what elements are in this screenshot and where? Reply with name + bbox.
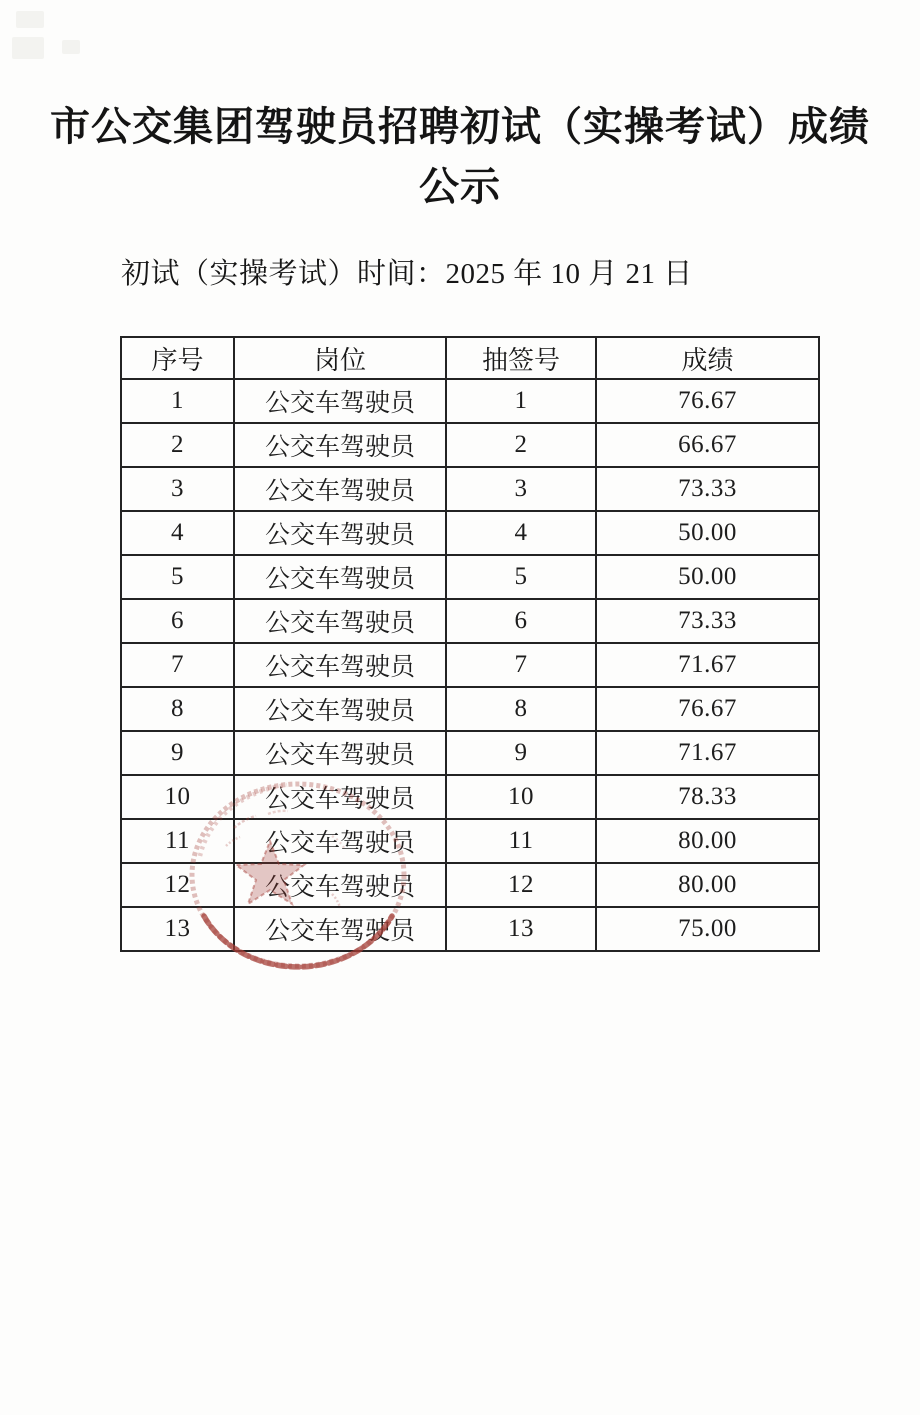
cell-serial: 12 [121, 863, 234, 907]
cell-serial: 8 [121, 687, 234, 731]
scan-artifact [12, 37, 44, 59]
table-row [121, 643, 819, 687]
title-line-1: 市公交集团驾驶员招聘初试（实操考试）成绩 [50, 105, 870, 149]
cell-draw-number: 11 [446, 819, 596, 863]
title-line-2: 公示 [419, 165, 501, 209]
cell-position: 公交车驾驶员 [234, 467, 446, 511]
cell-score: 76.67 [596, 687, 819, 731]
table-row [121, 687, 819, 731]
score-table-body [121, 379, 819, 951]
cell-score: 50.00 [596, 555, 819, 599]
page-title [0, 0, 920, 217]
cell-score: 71.67 [596, 643, 819, 687]
cell-draw-number: 12 [446, 863, 596, 907]
cell-position: 公交车驾驶员 [234, 731, 446, 775]
score-table-section [120, 336, 818, 952]
table-row [121, 599, 819, 643]
cell-draw-number: 9 [446, 731, 596, 775]
cell-position: 公交车驾驶员 [234, 511, 446, 555]
cell-draw-number: 5 [446, 555, 596, 599]
cell-position: 公交车驾驶员 [234, 555, 446, 599]
cell-position: 公交车驾驶员 [234, 775, 446, 819]
table-row [121, 555, 819, 599]
cell-position: 公交车驾驶员 [234, 423, 446, 467]
scan-artifact [62, 40, 80, 54]
cell-score: 73.33 [596, 467, 819, 511]
score-table [120, 336, 820, 952]
table-row [121, 423, 819, 467]
cell-score: 71.67 [596, 731, 819, 775]
table-row [121, 511, 819, 555]
cell-score: 75.00 [596, 907, 819, 951]
col-header-score: 成绩 [596, 337, 819, 379]
cell-position: 公交车驾驶员 [234, 863, 446, 907]
cell-position: 公交车驾驶员 [234, 643, 446, 687]
cell-serial: 9 [121, 731, 234, 775]
cell-position: 公交车驾驶员 [234, 687, 446, 731]
exam-date-line: 初试（实操考试）时间：2025 年 10 月 21 日 [121, 258, 693, 290]
cell-score: 66.67 [596, 423, 819, 467]
table-row [121, 863, 819, 907]
table-row [121, 731, 819, 775]
cell-draw-number: 3 [446, 467, 596, 511]
cell-draw-number: 4 [446, 511, 596, 555]
cell-serial: 11 [121, 819, 234, 863]
cell-position: 公交车驾驶员 [234, 907, 446, 951]
cell-draw-number: 1 [446, 379, 596, 423]
cell-serial: 1 [121, 379, 234, 423]
cell-serial: 2 [121, 423, 234, 467]
cell-serial: 5 [121, 555, 234, 599]
cell-serial: 4 [121, 511, 234, 555]
cell-draw-number: 13 [446, 907, 596, 951]
cell-score: 80.00 [596, 819, 819, 863]
table-row [121, 467, 819, 511]
cell-serial: 3 [121, 467, 234, 511]
cell-draw-number: 6 [446, 599, 596, 643]
cell-draw-number: 7 [446, 643, 596, 687]
cell-score: 78.33 [596, 775, 819, 819]
table-row [121, 775, 819, 819]
cell-score: 73.33 [596, 599, 819, 643]
cell-position: 公交车驾驶员 [234, 819, 446, 863]
cell-score: 50.00 [596, 511, 819, 555]
header-row [121, 337, 819, 379]
cell-serial: 7 [121, 643, 234, 687]
cell-score: 76.67 [596, 379, 819, 423]
cell-position: 公交车驾驶员 [234, 379, 446, 423]
cell-position: 公交车驾驶员 [234, 599, 446, 643]
col-header-position: 岗位 [234, 337, 446, 379]
cell-draw-number: 2 [446, 423, 596, 467]
table-row [121, 907, 819, 951]
cell-serial: 10 [121, 775, 234, 819]
col-header-draw: 抽签号 [446, 337, 596, 379]
cell-draw-number: 8 [446, 687, 596, 731]
score-table-header [121, 337, 819, 379]
cell-serial: 6 [121, 599, 234, 643]
cell-serial: 13 [121, 907, 234, 951]
scan-artifact [16, 11, 44, 28]
table-row [121, 819, 819, 863]
table-row [121, 379, 819, 423]
cell-draw-number: 10 [446, 775, 596, 819]
col-header-serial: 序号 [121, 337, 234, 379]
cell-score: 80.00 [596, 863, 819, 907]
